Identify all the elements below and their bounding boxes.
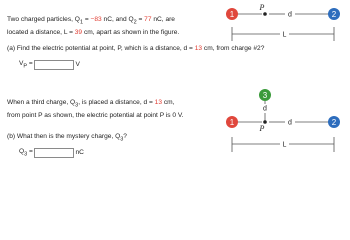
question-text: cm, from charge #2?: [202, 45, 265, 52]
charge-2-label: 2: [331, 118, 337, 127]
scenario-text: When a third charge, Q: [7, 99, 76, 106]
question-text: ?: [123, 133, 127, 140]
scenario-text: cm,: [162, 99, 175, 106]
intro-text: =: [83, 16, 91, 23]
q1-value: −83: [90, 16, 102, 23]
d-vertical-label: d: [263, 105, 267, 113]
question-text: (b) What then is the mystery charge, Q: [7, 133, 121, 140]
vp-equals: =: [27, 60, 33, 67]
d-value: 13: [194, 45, 203, 52]
q2-subscript: 2: [133, 19, 137, 26]
d-horizontal-label: d: [288, 119, 292, 127]
scenario-text: , is placed a distance, d =: [78, 99, 155, 106]
q3-unit: nC: [75, 149, 84, 156]
intro-text: cm, apart as shown in the figure.: [82, 29, 180, 36]
q3-subscript: 3: [75, 102, 79, 109]
p-label: P: [259, 3, 265, 12]
q3-label-text: Q: [19, 148, 25, 155]
question-text: (a) Find the electric potential at point, P, which is a distance, d =: [7, 45, 195, 52]
charge-3-label: 3: [262, 91, 268, 100]
intro-text: Two charged particles, Q: [7, 16, 80, 23]
d-value-2: 13: [154, 99, 163, 106]
charge-2-label: 2: [331, 10, 337, 19]
q2-value: 77: [144, 16, 152, 23]
point-p-dot: [263, 12, 267, 16]
q3-equals: =: [27, 148, 33, 155]
vp-unit: V: [75, 61, 80, 68]
intro-text: located a distance, L =: [7, 29, 75, 36]
q3-input-subscript: 3: [24, 151, 28, 158]
d-label: d: [288, 11, 292, 19]
charge-1-label: 1: [229, 118, 235, 127]
L-value: 39: [74, 29, 83, 36]
figure-2: [226, 89, 340, 152]
l-label: L: [282, 141, 287, 149]
charge-1-label: 1: [229, 10, 235, 19]
scenario-text: from point P as shown, the electric potential at point P is 0 V.: [7, 112, 184, 119]
p-label: P: [259, 124, 265, 133]
intro-text: nC, and Q: [101, 16, 134, 23]
figure-1: [226, 3, 340, 41]
vp-subscript: P: [23, 63, 28, 70]
vp-label-text: V: [19, 60, 24, 67]
intro-text: =: [136, 16, 145, 23]
intro-text: nC, are: [151, 16, 175, 23]
q1-subscript: 1: [79, 19, 83, 26]
l-label: L: [282, 31, 287, 39]
q3-subscript: 3: [120, 136, 124, 143]
